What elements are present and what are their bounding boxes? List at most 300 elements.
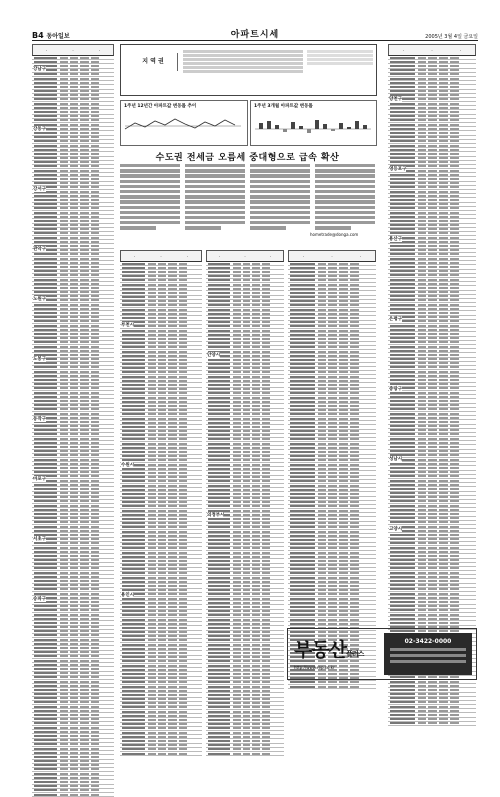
cell: [70, 597, 78, 599]
date-line: 2005년 3월 4일 금요일: [425, 34, 478, 40]
cell: [233, 405, 241, 407]
cell: [179, 292, 187, 294]
cell: [243, 572, 251, 574]
cell: [80, 69, 88, 71]
cell: [34, 362, 57, 364]
cell: [208, 748, 230, 750]
cell: [290, 539, 315, 541]
cell: [350, 321, 359, 323]
cell: [350, 355, 359, 357]
cell: [91, 622, 99, 624]
cell: [350, 267, 359, 269]
cell: [70, 505, 78, 507]
cell: [418, 526, 427, 528]
cell: [350, 472, 359, 474]
cell: [70, 149, 78, 151]
cell: [148, 686, 156, 688]
cell: [208, 271, 230, 273]
cell: [252, 598, 260, 600]
cell: [390, 400, 415, 402]
cell: [91, 588, 99, 590]
cell: [350, 526, 359, 528]
cell: [70, 237, 78, 239]
cell: [91, 258, 99, 260]
cell: [34, 785, 57, 787]
cell: [168, 644, 176, 646]
cell: [60, 785, 68, 787]
cell: [60, 517, 68, 519]
cell: [318, 480, 327, 482]
cell: [122, 334, 145, 336]
cell: [428, 308, 437, 310]
cell: [290, 451, 315, 453]
cell: [390, 216, 415, 218]
cell: [80, 668, 88, 670]
cell: [80, 186, 88, 188]
cell: [328, 405, 337, 407]
cell: [350, 367, 359, 369]
cell: [439, 526, 448, 528]
cell: [262, 443, 270, 445]
cell: [328, 568, 337, 570]
cell: [252, 267, 260, 269]
cell: [390, 86, 415, 88]
cell: [34, 588, 57, 590]
cell: [243, 338, 251, 340]
cell: [80, 119, 88, 121]
cell: [70, 693, 78, 695]
cell: [390, 588, 415, 590]
cell: [252, 371, 260, 373]
text-line: [185, 221, 245, 224]
cell: [439, 480, 448, 482]
table-header: · · ·: [206, 250, 284, 262]
cell: [439, 82, 448, 84]
cell: [318, 485, 327, 487]
cell: [318, 434, 327, 436]
cell: [252, 539, 260, 541]
cell: [262, 422, 270, 424]
cell: [439, 597, 448, 599]
cell: [80, 794, 88, 796]
cell: [122, 665, 145, 667]
cell: [243, 522, 251, 524]
cell: [390, 258, 415, 260]
cell: [450, 124, 459, 126]
cell: [390, 467, 415, 469]
cell: [428, 714, 437, 716]
cell: [233, 715, 241, 717]
cell: [179, 681, 187, 683]
cell: [122, 531, 145, 533]
cell: [91, 86, 99, 88]
cell: [208, 552, 230, 554]
cell: [350, 304, 359, 306]
cell: [80, 563, 88, 565]
cell: [339, 552, 348, 554]
cell: [450, 614, 459, 616]
cell: [243, 677, 251, 679]
cell: [350, 485, 359, 487]
cell: [450, 136, 459, 138]
cell: [70, 643, 78, 645]
cell: [439, 94, 448, 96]
cell: [262, 727, 270, 729]
cell: [328, 493, 337, 495]
cell: [168, 447, 176, 449]
cell: [243, 535, 251, 537]
cell: [179, 673, 187, 675]
cell: [390, 551, 415, 553]
cell: [168, 694, 176, 696]
cell: [439, 484, 448, 486]
cell: [418, 530, 427, 532]
cell: [208, 623, 230, 625]
cell: [328, 489, 337, 491]
cell: [328, 292, 337, 294]
text-line: [315, 211, 375, 214]
cell: [418, 245, 427, 247]
cell: [80, 308, 88, 310]
cell: [158, 275, 166, 277]
cell: [428, 601, 437, 603]
cell: [70, 182, 78, 184]
cell: [252, 606, 260, 608]
cell: [390, 354, 415, 356]
cell: [70, 748, 78, 750]
cell: [91, 555, 99, 557]
cell: [34, 57, 57, 59]
cell: [439, 119, 448, 121]
cell: [418, 492, 427, 494]
cell: [179, 313, 187, 315]
cell: [158, 581, 166, 583]
cell: [208, 564, 230, 566]
cell: [179, 702, 187, 704]
cell: [428, 90, 437, 92]
cell: [70, 622, 78, 624]
cell: [390, 283, 415, 285]
cell: [80, 584, 88, 586]
cell: [60, 165, 68, 167]
cell: [390, 199, 415, 201]
cell: [70, 727, 78, 729]
cell: [91, 597, 99, 599]
cell: [80, 475, 88, 477]
cell: [243, 660, 251, 662]
cell: [418, 605, 427, 607]
cell: [80, 408, 88, 410]
cell: [208, 753, 230, 755]
cell: [80, 337, 88, 339]
cell: [60, 153, 68, 155]
cell: [318, 505, 327, 507]
cell: [80, 442, 88, 444]
cell: [233, 526, 241, 528]
cell: [252, 514, 260, 516]
cell: [450, 291, 459, 293]
cell: [179, 589, 187, 591]
price-table-right: [388, 44, 476, 620]
cell: [339, 413, 348, 415]
cell: [439, 387, 448, 389]
cell: [70, 186, 78, 188]
cell: [168, 355, 176, 357]
cell: [428, 145, 437, 147]
cell: [233, 464, 241, 466]
cell: [80, 149, 88, 151]
cell: [122, 748, 145, 750]
table-rows: [32, 56, 114, 676]
cell: [91, 270, 99, 272]
cell: [80, 676, 88, 678]
cell: [252, 732, 260, 734]
cell: [390, 145, 415, 147]
cell: [158, 631, 166, 633]
cell: [91, 626, 99, 628]
cell: [350, 447, 359, 449]
cell: [290, 598, 315, 600]
cell: [60, 521, 68, 523]
cell: [80, 739, 88, 741]
cell: [418, 509, 427, 511]
cell: [390, 341, 415, 343]
cell: [168, 292, 176, 294]
cell: [34, 438, 57, 440]
cell: [290, 388, 315, 390]
cell: [80, 521, 88, 523]
cell: [91, 320, 99, 322]
cell: [390, 157, 415, 159]
cell: [148, 652, 156, 654]
cell: [91, 224, 99, 226]
cell: [318, 535, 327, 537]
cell: [439, 354, 448, 356]
cell: [390, 82, 415, 84]
cell: [450, 442, 459, 444]
cell: [339, 351, 348, 353]
cell: [252, 376, 260, 378]
cell: [233, 522, 241, 524]
cell: [60, 115, 68, 117]
cell: [243, 317, 251, 319]
cell: [168, 547, 176, 549]
cell: [390, 572, 415, 574]
cell: [168, 631, 176, 633]
cell: [208, 501, 230, 503]
cell: [80, 454, 88, 456]
cell: [390, 115, 415, 117]
cell: [243, 552, 251, 554]
cell: [262, 451, 270, 453]
cell: [233, 572, 241, 574]
cell: [243, 673, 251, 675]
cell: [34, 220, 57, 222]
cell: [318, 263, 327, 265]
cell: [328, 681, 337, 683]
cell: [439, 584, 448, 586]
cell: [328, 472, 337, 474]
cell: [91, 203, 99, 205]
cell: [252, 652, 260, 654]
cell: [122, 288, 145, 290]
cell: [158, 635, 166, 637]
cell: [318, 313, 327, 315]
cell: [290, 447, 315, 449]
cell: [70, 320, 78, 322]
cell: [328, 547, 337, 549]
cell: [233, 401, 241, 403]
cell: [60, 362, 68, 364]
cell: [262, 602, 270, 604]
cell: [60, 103, 68, 105]
cell: [91, 526, 99, 528]
article-body: [120, 164, 375, 234]
cell: [243, 639, 251, 641]
cell: [290, 581, 315, 583]
cell: [80, 450, 88, 452]
cell: [450, 350, 459, 352]
cell: [339, 610, 348, 612]
cell: [390, 433, 415, 435]
cell: [233, 518, 241, 520]
cell: [158, 652, 166, 654]
cell: [158, 514, 166, 516]
cell: [390, 61, 415, 63]
cell: [439, 107, 448, 109]
cell: [91, 228, 99, 230]
cell: [339, 510, 348, 512]
cell: [450, 245, 459, 247]
cell: [428, 710, 437, 712]
cell: [208, 434, 230, 436]
cell: [148, 543, 156, 545]
cell: [168, 711, 176, 713]
cell: [60, 295, 68, 297]
cell: [60, 136, 68, 138]
cell: [148, 288, 156, 290]
cell: [252, 346, 260, 348]
cell: [168, 577, 176, 579]
cell: [208, 543, 230, 545]
bar-chart-graphic: [251, 111, 374, 141]
text-line: [250, 174, 310, 177]
cell: [60, 258, 68, 260]
cell: [34, 530, 57, 532]
cell: [450, 538, 459, 540]
cell: [233, 351, 241, 353]
cell: [243, 623, 251, 625]
cell: [390, 689, 415, 691]
cell: [158, 702, 166, 704]
cell: [243, 669, 251, 671]
cell: [80, 304, 88, 306]
cell: [60, 463, 68, 465]
cell: [148, 526, 156, 528]
cell: [428, 258, 437, 260]
cell: [450, 521, 459, 523]
cell: [418, 513, 427, 515]
cell: [34, 593, 57, 595]
cell: [428, 212, 437, 214]
cell: [34, 710, 57, 712]
cell: [91, 459, 99, 461]
article-column: [120, 164, 180, 231]
cell: [60, 735, 68, 737]
cell: [158, 434, 166, 436]
cell: [418, 375, 427, 377]
cell: [450, 258, 459, 260]
cell: [243, 480, 251, 482]
cell: [60, 781, 68, 783]
cell: [450, 396, 459, 398]
cell: [350, 468, 359, 470]
cell: [290, 464, 315, 466]
cell: [290, 405, 315, 407]
cell: [80, 199, 88, 201]
cell: [252, 711, 260, 713]
cell: [439, 216, 448, 218]
cell: [91, 417, 99, 419]
cell: [450, 111, 459, 113]
cell: [252, 702, 260, 704]
cell: [418, 216, 427, 218]
cell: [252, 392, 260, 394]
cell: [168, 514, 176, 516]
cell: [148, 447, 156, 449]
cell: [80, 366, 88, 368]
cell: [290, 614, 315, 616]
cell: [34, 241, 57, 243]
cell: [179, 631, 187, 633]
cell: [60, 685, 68, 687]
cell: [80, 517, 88, 519]
cell: [80, 207, 88, 209]
cell: [70, 212, 78, 214]
cell: [80, 165, 88, 167]
cell: [428, 484, 437, 486]
cell: [179, 539, 187, 541]
cell: [179, 677, 187, 679]
cell: [262, 338, 270, 340]
cell: [148, 694, 156, 696]
table-row: [388, 722, 476, 726]
cell: [91, 731, 99, 733]
cell: [390, 136, 415, 138]
cell: [262, 510, 270, 512]
cell: [60, 396, 68, 398]
cell: [390, 417, 415, 419]
cell: [168, 443, 176, 445]
cell: [148, 719, 156, 721]
cell: [290, 522, 315, 524]
cell: [122, 275, 145, 277]
cell: [70, 232, 78, 234]
page-number: B4: [32, 31, 44, 40]
cell: [91, 153, 99, 155]
cell: [91, 107, 99, 109]
cell: [34, 396, 57, 398]
cell: [60, 693, 68, 695]
cell: [350, 572, 359, 574]
cell: [208, 518, 230, 520]
cell: [179, 388, 187, 390]
cell: [428, 379, 437, 381]
cell: [80, 170, 88, 172]
cell: [70, 701, 78, 703]
cell: [350, 309, 359, 311]
cell: [168, 430, 176, 432]
